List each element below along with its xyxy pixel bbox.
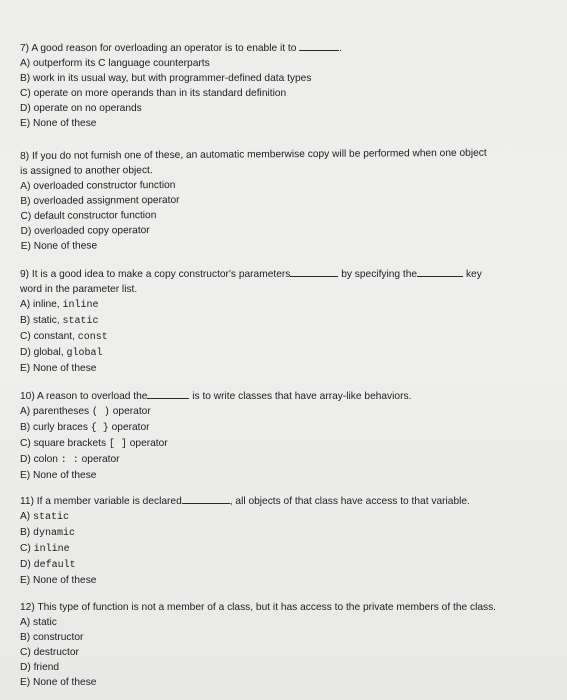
option-c — [20, 329, 482, 345]
option-d: D) friend — [20, 662, 60, 673]
option-c — [20, 436, 411, 452]
option-a — [20, 404, 411, 420]
option-b-label: B) static, — [20, 315, 63, 326]
option-d — [20, 557, 470, 573]
option-c-code: inline — [33, 544, 70, 555]
question-10-text-before: 10) A reason to overload the — [20, 391, 148, 402]
option-e — [20, 361, 482, 376]
option-b: B) work in its usual way, but with programmer-defined data types — [20, 73, 312, 84]
option-c: C) default constructor function — [20, 210, 157, 222]
question-8-stem-line1: 8) If you do not furnish one of these, an automatic memberwise copy will be performed when one object — [20, 147, 487, 162]
question-12 — [20, 600, 496, 690]
answer-blank — [182, 493, 230, 504]
option-b: B) constructor — [20, 632, 84, 643]
question-7-stem — [20, 40, 342, 56]
option-a-code: ( ) — [91, 407, 110, 418]
question-9-text-part3: key — [465, 269, 482, 280]
option-c: C) destructor — [20, 647, 79, 658]
option-c-suffix: operator — [126, 438, 168, 449]
option-e: E) None of these — [20, 677, 97, 688]
option-d-code: : : — [60, 455, 79, 466]
question-11-text-after: , all objects of that class have access to that variable. — [229, 496, 470, 507]
option-a-label: A) inline, — [20, 299, 63, 310]
option-d: D) operate on no operands — [20, 103, 142, 114]
option-b — [20, 525, 470, 541]
option-d-code: global — [66, 348, 103, 359]
question-11-stem — [20, 493, 470, 509]
option-a: A) outperform its C language counterparts — [20, 58, 210, 69]
option-e: E) None of these — [20, 240, 98, 252]
option-d-suffix: operator — [78, 454, 120, 465]
option-d-label: D) colon — [20, 454, 61, 465]
option-c-label: C) — [20, 543, 34, 554]
option-b-suffix: operator — [108, 422, 150, 433]
option-b — [20, 420, 411, 436]
option-a: A) static — [20, 617, 57, 628]
option-c-code: [ ] — [108, 439, 127, 450]
answer-blank — [147, 388, 189, 399]
option-e — [20, 468, 411, 483]
option-a-suffix: operator — [109, 406, 151, 417]
option-a — [20, 509, 470, 525]
option-e-label: E) None of these — [20, 470, 97, 481]
question-7 — [20, 40, 342, 131]
option-a: A) overloaded constructor function — [20, 179, 176, 192]
option-a-label: A) — [20, 511, 34, 522]
question-10 — [20, 388, 411, 483]
question-10-stem — [20, 388, 411, 404]
option-b — [20, 313, 482, 329]
option-e-label: E) None of these — [20, 363, 97, 374]
option-c — [20, 541, 470, 557]
option-d — [20, 345, 482, 361]
question-9-stem-line1 — [20, 266, 482, 282]
question-8 — [20, 146, 487, 254]
question-9-text-part1: 9) It is a good idea to make a copy constructor's parameters — [20, 269, 291, 280]
option-c-label: C) square brackets — [20, 438, 109, 449]
option-d — [20, 452, 411, 468]
option-e: E) None of these — [20, 118, 97, 129]
option-a — [20, 297, 482, 313]
question-11-text-before: 11) If a member variable is declared — [20, 496, 182, 507]
option-b-code: static — [62, 316, 99, 327]
answer-blank — [290, 266, 338, 277]
option-e-label: E) None of these — [20, 575, 97, 586]
option-e — [20, 573, 470, 588]
question-7-text: 7) A good reason for overloading an operator is to enable it to — [20, 43, 297, 54]
option-d-code: default — [33, 560, 76, 571]
option-b: B) overloaded assignment operator — [20, 194, 180, 207]
option-a-code: static — [33, 512, 70, 523]
option-c: C) operate on more operands than in its standard definition — [20, 88, 287, 99]
question-8-stem-line2: is assigned to another object. — [20, 165, 153, 177]
answer-blank — [417, 266, 463, 277]
option-a-code: inline — [62, 300, 99, 311]
option-b-code: dynamic — [33, 528, 76, 539]
answer-blank — [299, 40, 339, 51]
option-c-label: C) constant, — [20, 331, 78, 342]
option-d: D) overloaded copy operator — [20, 225, 150, 237]
option-d-label: D) global, — [20, 347, 67, 358]
question-9 — [20, 266, 482, 376]
question-9-stem-line2: word in the parameter list. — [20, 284, 138, 295]
question-12-stem: 12) This type of function is not a member of a class, but it has access to the private members of the class. — [20, 602, 497, 613]
option-d-label: D) — [20, 559, 34, 570]
option-b-code: { } — [90, 423, 109, 434]
question-9-text-part2: by specifying the — [341, 269, 418, 280]
option-c-code: const — [77, 332, 108, 343]
option-b-label: B) — [20, 527, 34, 538]
question-11 — [20, 493, 470, 588]
option-b-label: B) curly braces — [20, 422, 91, 433]
option-a-label: A) parentheses — [20, 406, 92, 417]
question-10-text-after: is to write classes that have array-like behaviors. — [192, 391, 412, 402]
question-7-period: . — [339, 43, 343, 54]
